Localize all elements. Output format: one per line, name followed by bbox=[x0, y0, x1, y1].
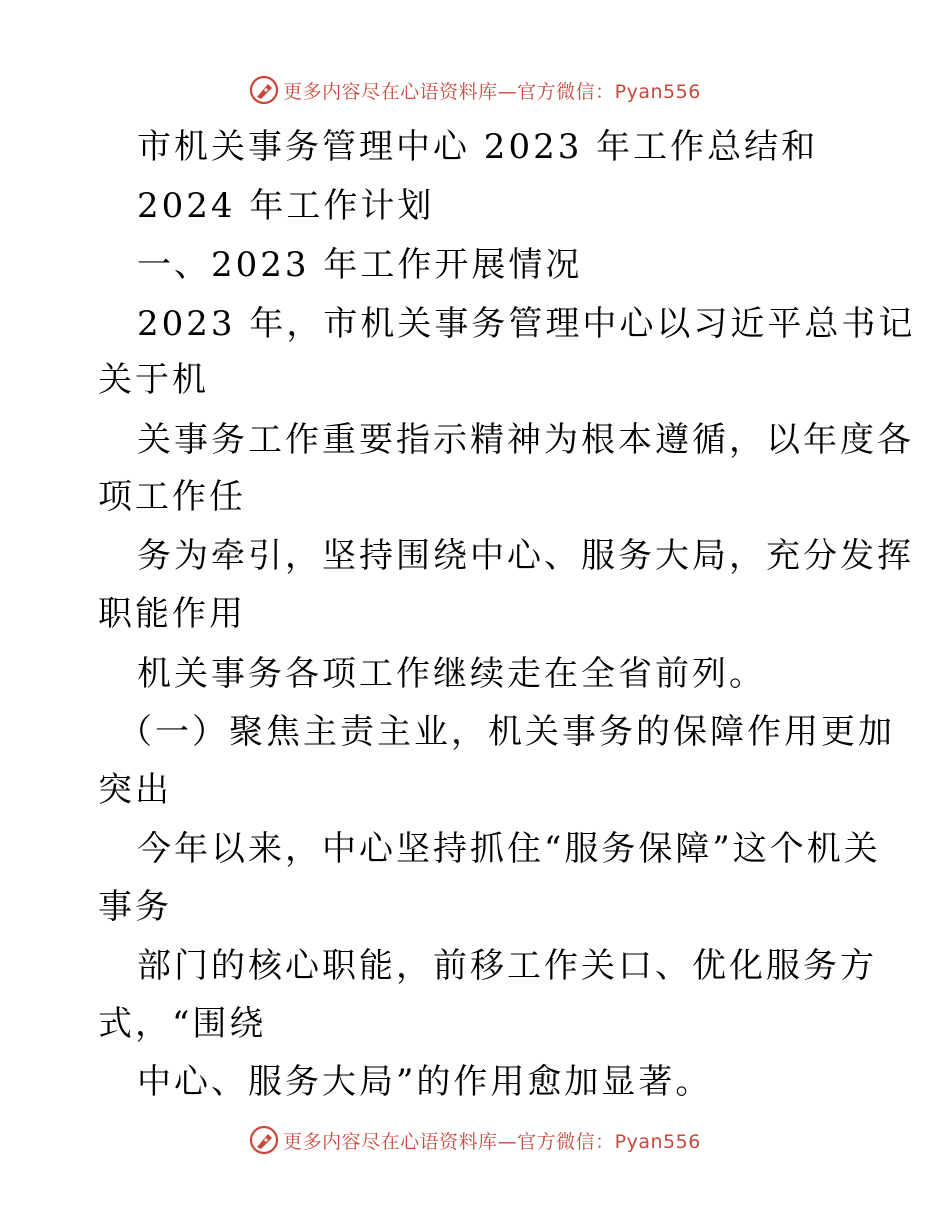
header-watermark bbox=[0, 70, 950, 110]
paragraph-line: 今年以来，中心坚持抓住“服务保障”这个机关 bbox=[137, 829, 881, 869]
paragraph-line: 关于机 bbox=[98, 360, 209, 400]
doc-title-line-2: 2024 年工作计划 bbox=[137, 186, 435, 226]
subsection-heading-cont: 突出 bbox=[98, 770, 172, 810]
paragraph-line: 关事务工作重要指示精神为根本遵循，以年度各 bbox=[137, 420, 914, 460]
paragraph-line: 机关事务各项工作继续走在全省前列。 bbox=[137, 654, 766, 694]
doc-title-line-1: 市机关事务管理中心 2023 年工作总结和 bbox=[137, 127, 819, 167]
watermark-text: 更多内容尽在心语资料库—官方微信：Pyan556 bbox=[283, 80, 701, 103]
pen-nib-logo-icon bbox=[249, 1125, 279, 1155]
footer-watermark bbox=[0, 1120, 950, 1160]
section-heading: 一、2023 年工作开展情况 bbox=[137, 245, 583, 285]
paragraph-line: 中心、服务大局”的作用愈加显著。 bbox=[137, 1062, 713, 1102]
paragraph-line: 2023 年，市机关事务管理中心以习近平总书记 bbox=[137, 304, 916, 344]
paragraph-line: 部门的核心职能，前移工作关口、优化服务方 bbox=[137, 946, 877, 986]
watermark-text: 更多内容尽在心语资料库—官方微信：Pyan556 bbox=[283, 1130, 701, 1153]
paragraph-line: 事务 bbox=[98, 887, 172, 927]
paragraph-line: 职能作用 bbox=[98, 594, 246, 634]
paragraph-line: 式，“围绕 bbox=[98, 1004, 267, 1044]
subsection-heading: （一）聚焦主责主业，机关事务的保障作用更加 bbox=[118, 712, 895, 752]
paragraph-line: 项工作任 bbox=[98, 477, 246, 517]
paragraph-line: 务为牵引，坚持围绕中心、服务大局，充分发挥 bbox=[137, 536, 914, 576]
pen-nib-logo-icon bbox=[249, 75, 279, 105]
